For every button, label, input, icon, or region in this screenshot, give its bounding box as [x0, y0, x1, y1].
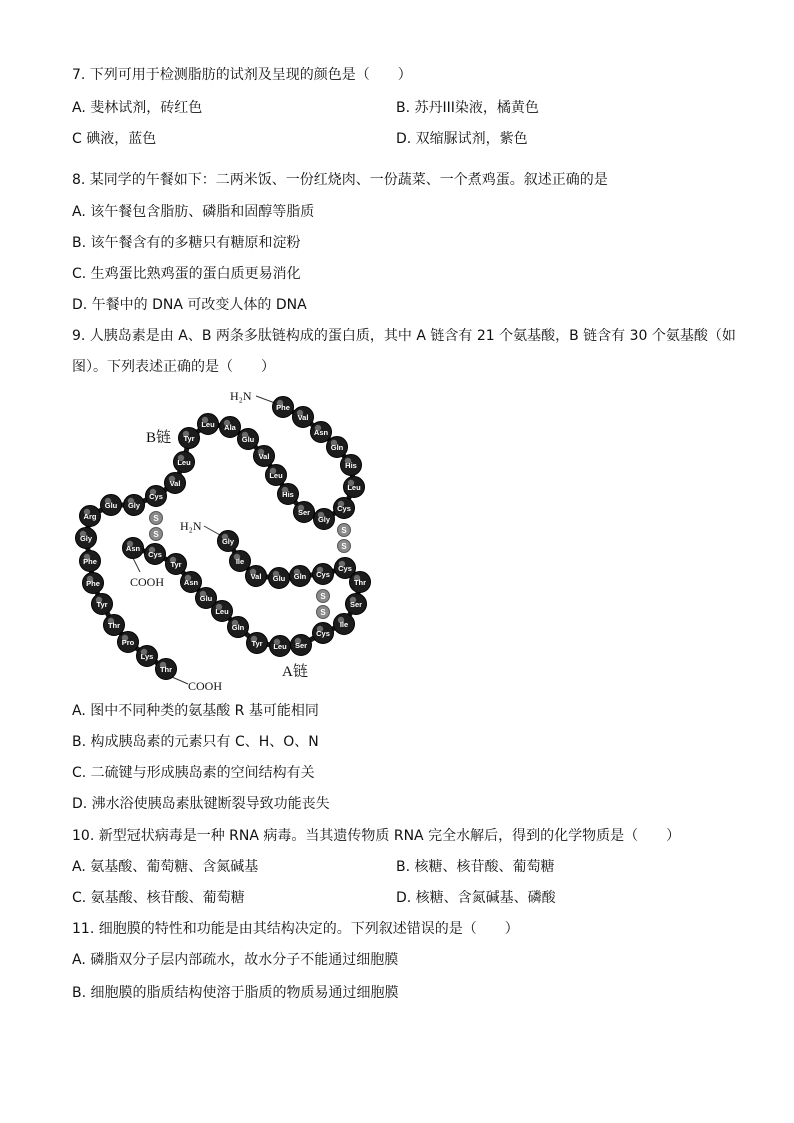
a-chain-residue	[166, 554, 187, 575]
svg-text:Gly: Gly	[127, 501, 141, 510]
svg-text:Tyr: Tyr	[170, 560, 182, 569]
a-chain-residue	[350, 572, 371, 593]
svg-text:Phe: Phe	[83, 557, 97, 566]
b-chain-residue	[254, 446, 275, 467]
q10-option-b: B. 核糖、核苷酸、葡萄糖	[396, 859, 555, 875]
b-chain-residue	[273, 397, 294, 418]
svg-text:Ala: Ala	[224, 423, 236, 432]
b-chain-residue	[101, 495, 122, 516]
svg-text:Gly: Gly	[317, 515, 331, 524]
svg-text:Glu: Glu	[241, 435, 255, 444]
svg-text:Ser: Ser	[294, 641, 308, 650]
a-chain-residue	[218, 531, 239, 552]
a-chain-residue	[270, 636, 291, 657]
b-chain-residue	[327, 437, 348, 458]
q10-option-c: C. 氨基酸、核苷酸、葡萄糖	[72, 890, 245, 906]
svg-text:Gly: Gly	[221, 537, 235, 546]
svg-text:Leu: Leu	[273, 642, 287, 651]
a-chain-residue	[145, 544, 166, 565]
disulfide-s-atom	[317, 590, 330, 603]
a-chain-residue	[196, 588, 217, 609]
q9-option-c: C. 二硫键与形成胰岛素的空间结构有关	[72, 765, 315, 781]
svg-text:Thr: Thr	[353, 578, 367, 587]
b-chain-residue	[83, 573, 104, 594]
svg-text:Asn: Asn	[125, 544, 141, 553]
b-chain-residue	[314, 509, 335, 530]
b-chain-residue	[238, 429, 259, 450]
svg-text:His: His	[345, 461, 357, 470]
b-chain-residue	[137, 646, 158, 667]
disulfide-s-atom	[150, 512, 163, 525]
svg-text:Cys: Cys	[149, 492, 163, 501]
q10-stem: 10. 新型冠状病毒是一种 RNA 病毒。当其遗传物质 RNA 完全水解后，得到的化学物质是（ ）	[72, 828, 681, 844]
q8-option-b: B. 该午餐含有的多糖只有糖原和淀粉	[72, 235, 301, 251]
q10-option-d: D. 核糖、含氮碱基、磷酸	[396, 890, 556, 906]
svg-text:S: S	[320, 592, 326, 601]
svg-text:Gly: Gly	[79, 534, 93, 543]
b-chain-residue	[146, 486, 167, 507]
a-chain-residue	[346, 594, 367, 615]
b-chain-residue	[220, 417, 241, 438]
a-chain-residue	[290, 566, 311, 587]
a-chain-label: A链	[282, 664, 308, 680]
svg-text:Thr: Thr	[159, 665, 173, 674]
a-chain-residue	[334, 614, 355, 635]
insulin-structure-figure	[72, 384, 372, 700]
a-chain-residue	[230, 551, 251, 572]
svg-text:Cys: Cys	[337, 504, 351, 513]
disulfide-s-atom	[338, 540, 351, 553]
svg-text:Tyr: Tyr	[183, 434, 195, 443]
q7-stem: 7. 下列可用于检测脂肪的试剂及呈现的颜色是（ ）	[72, 67, 412, 83]
svg-text:Cys: Cys	[148, 550, 162, 559]
q7-option-c: C 碘液，蓝色	[72, 131, 157, 147]
b-chain-residue	[80, 506, 101, 527]
b-chain-residue	[165, 473, 186, 494]
disulfide-s-atom	[317, 606, 330, 619]
svg-text:Leu: Leu	[215, 607, 229, 616]
b-chain-residue	[334, 498, 355, 519]
svg-text:Leu: Leu	[201, 420, 215, 429]
q7-option-a: A. 斐林试剂，砖红色	[72, 100, 203, 116]
a-chain-residue	[313, 623, 334, 644]
svg-text:Phe: Phe	[276, 403, 290, 412]
q7-option-b: B. 苏丹III染液，橘黄色	[396, 100, 539, 116]
svg-text:S: S	[341, 526, 347, 535]
b-chain-residue	[311, 422, 332, 443]
svg-text:S: S	[341, 542, 347, 551]
svg-text:Cys: Cys	[338, 564, 352, 573]
b-chain-residue	[174, 452, 195, 473]
b-chain-residue	[80, 551, 101, 572]
q8-stem: 8. 某同学的午餐如下：二两米饭、一份红烧肉、一份蔬菜、一个煮鸡蛋。叙述正确的是	[72, 172, 608, 188]
q8-option-c: C. 生鸡蛋比熟鸡蛋的蛋白质更易消化	[72, 266, 301, 282]
b-chain-residue	[278, 484, 299, 505]
svg-text:Gln: Gln	[231, 623, 245, 632]
q8-option-d: D. 午餐中的 DNA 可改变人体的 DNA	[72, 297, 307, 313]
svg-text:Gln: Gln	[330, 443, 344, 452]
b-chain-residue	[198, 414, 219, 435]
a-chain-residue	[247, 633, 268, 654]
q9-option-d: D. 沸水浴使胰岛素肽键断裂导致功能丧失	[72, 796, 330, 812]
b-chain-residue	[294, 502, 315, 523]
svg-text:Ile: Ile	[235, 557, 245, 566]
b-chain-cooh-label: COOH	[188, 679, 223, 693]
svg-text:Val: Val	[169, 479, 181, 488]
svg-text:Asn: Asn	[313, 428, 329, 437]
svg-text:Glu: Glu	[272, 574, 286, 583]
b-chain-residue	[118, 632, 139, 653]
a-chain-cooh-label: COOH	[130, 575, 165, 589]
svg-text:S: S	[320, 608, 326, 617]
svg-text:Glu: Glu	[199, 594, 213, 603]
b-chain-residue	[92, 594, 113, 615]
b-chain-residue	[293, 407, 314, 428]
b-chain-residue	[156, 659, 177, 680]
svg-text:Val: Val	[258, 452, 270, 461]
q11-option-a: A. 磷脂双分子层内部疏水，故水分子不能通过细胞膜	[72, 952, 399, 968]
svg-text:Thr: Thr	[107, 621, 121, 630]
svg-text:Val: Val	[297, 413, 309, 422]
q11-stem: 11. 细胞膜的特性和功能是由其结构决定的。下列叙述错误的是（ ）	[72, 921, 519, 937]
svg-text:Gln: Gln	[293, 572, 307, 581]
q9-option-a: A. 图中不同种类的氨基酸 R 基可能相同	[72, 703, 319, 719]
disulfide-s-atom	[338, 524, 351, 537]
q9-stem-line1: 9. 人胰岛素是由 A、B 两条多肽链构成的蛋白质，其中 A 链含有 21 个氨基酸，B 链含有 30 个氨基酸（如	[72, 328, 736, 344]
a-chain-residue	[291, 635, 312, 656]
a-chain-residue	[313, 564, 334, 585]
a-chain-residue	[269, 568, 290, 589]
b-chain-residue	[344, 477, 365, 498]
svg-text:Tyr: Tyr	[96, 600, 108, 609]
a-chain-residue	[246, 566, 267, 587]
b-chain-h2n-label: H₂N	[230, 389, 252, 403]
svg-text:Leu: Leu	[177, 458, 191, 467]
svg-text:Arg: Arg	[83, 512, 97, 521]
svg-text:Cys: Cys	[316, 629, 330, 638]
q10-option-a: A. 氨基酸、葡萄糖、含氮碱基	[72, 859, 259, 875]
svg-text:Lys: Lys	[140, 652, 154, 661]
a-chain-h2n-label: H₂N	[180, 519, 202, 533]
b-chain-residue	[266, 465, 287, 486]
svg-text:Glu: Glu	[104, 501, 118, 510]
q7-option-d: D. 双缩脲试剂，紫色	[396, 131, 528, 147]
b-chain-residue	[104, 615, 125, 636]
svg-text:Leu: Leu	[269, 471, 283, 480]
svg-text:Tyr: Tyr	[251, 639, 263, 648]
svg-text:S: S	[153, 530, 159, 539]
a-chain-residue	[181, 572, 202, 593]
insulin-diagram	[72, 384, 372, 700]
a-chain-residue	[123, 538, 144, 559]
svg-text:Leu: Leu	[347, 483, 361, 492]
svg-text:His: His	[282, 490, 294, 499]
svg-text:Asn: Asn	[183, 578, 199, 587]
svg-text:Pro: Pro	[121, 638, 135, 647]
svg-text:Ser: Ser	[297, 508, 311, 517]
svg-text:Val: Val	[250, 572, 262, 581]
svg-text:Ile: Ile	[339, 620, 349, 629]
b-chain-residue	[179, 428, 200, 449]
b-chain-residue	[124, 495, 145, 516]
q9-option-b: B. 构成胰岛素的元素只有 C、H、O、N	[72, 734, 319, 750]
b-chain-residue	[341, 455, 362, 476]
a-chain-residue	[228, 617, 249, 638]
b-chain-label: B链	[146, 430, 172, 446]
b-chain-residue	[76, 528, 97, 549]
q8-option-a: A. 该午餐包含脂肪、磷脂和固醇等脂质	[72, 204, 315, 220]
q11-option-b: B. 细胞膜的脂质结构使溶于脂质的物质易通过细胞膜	[72, 985, 399, 1001]
q9-stem-line2: 图）。下列表述正确的是（ ）	[72, 359, 275, 375]
disulfide-s-atom	[150, 528, 163, 541]
svg-text:Ser: Ser	[349, 600, 363, 609]
svg-text:S: S	[153, 514, 159, 523]
svg-text:Phe: Phe	[86, 579, 100, 588]
svg-text:Cys: Cys	[316, 570, 330, 579]
